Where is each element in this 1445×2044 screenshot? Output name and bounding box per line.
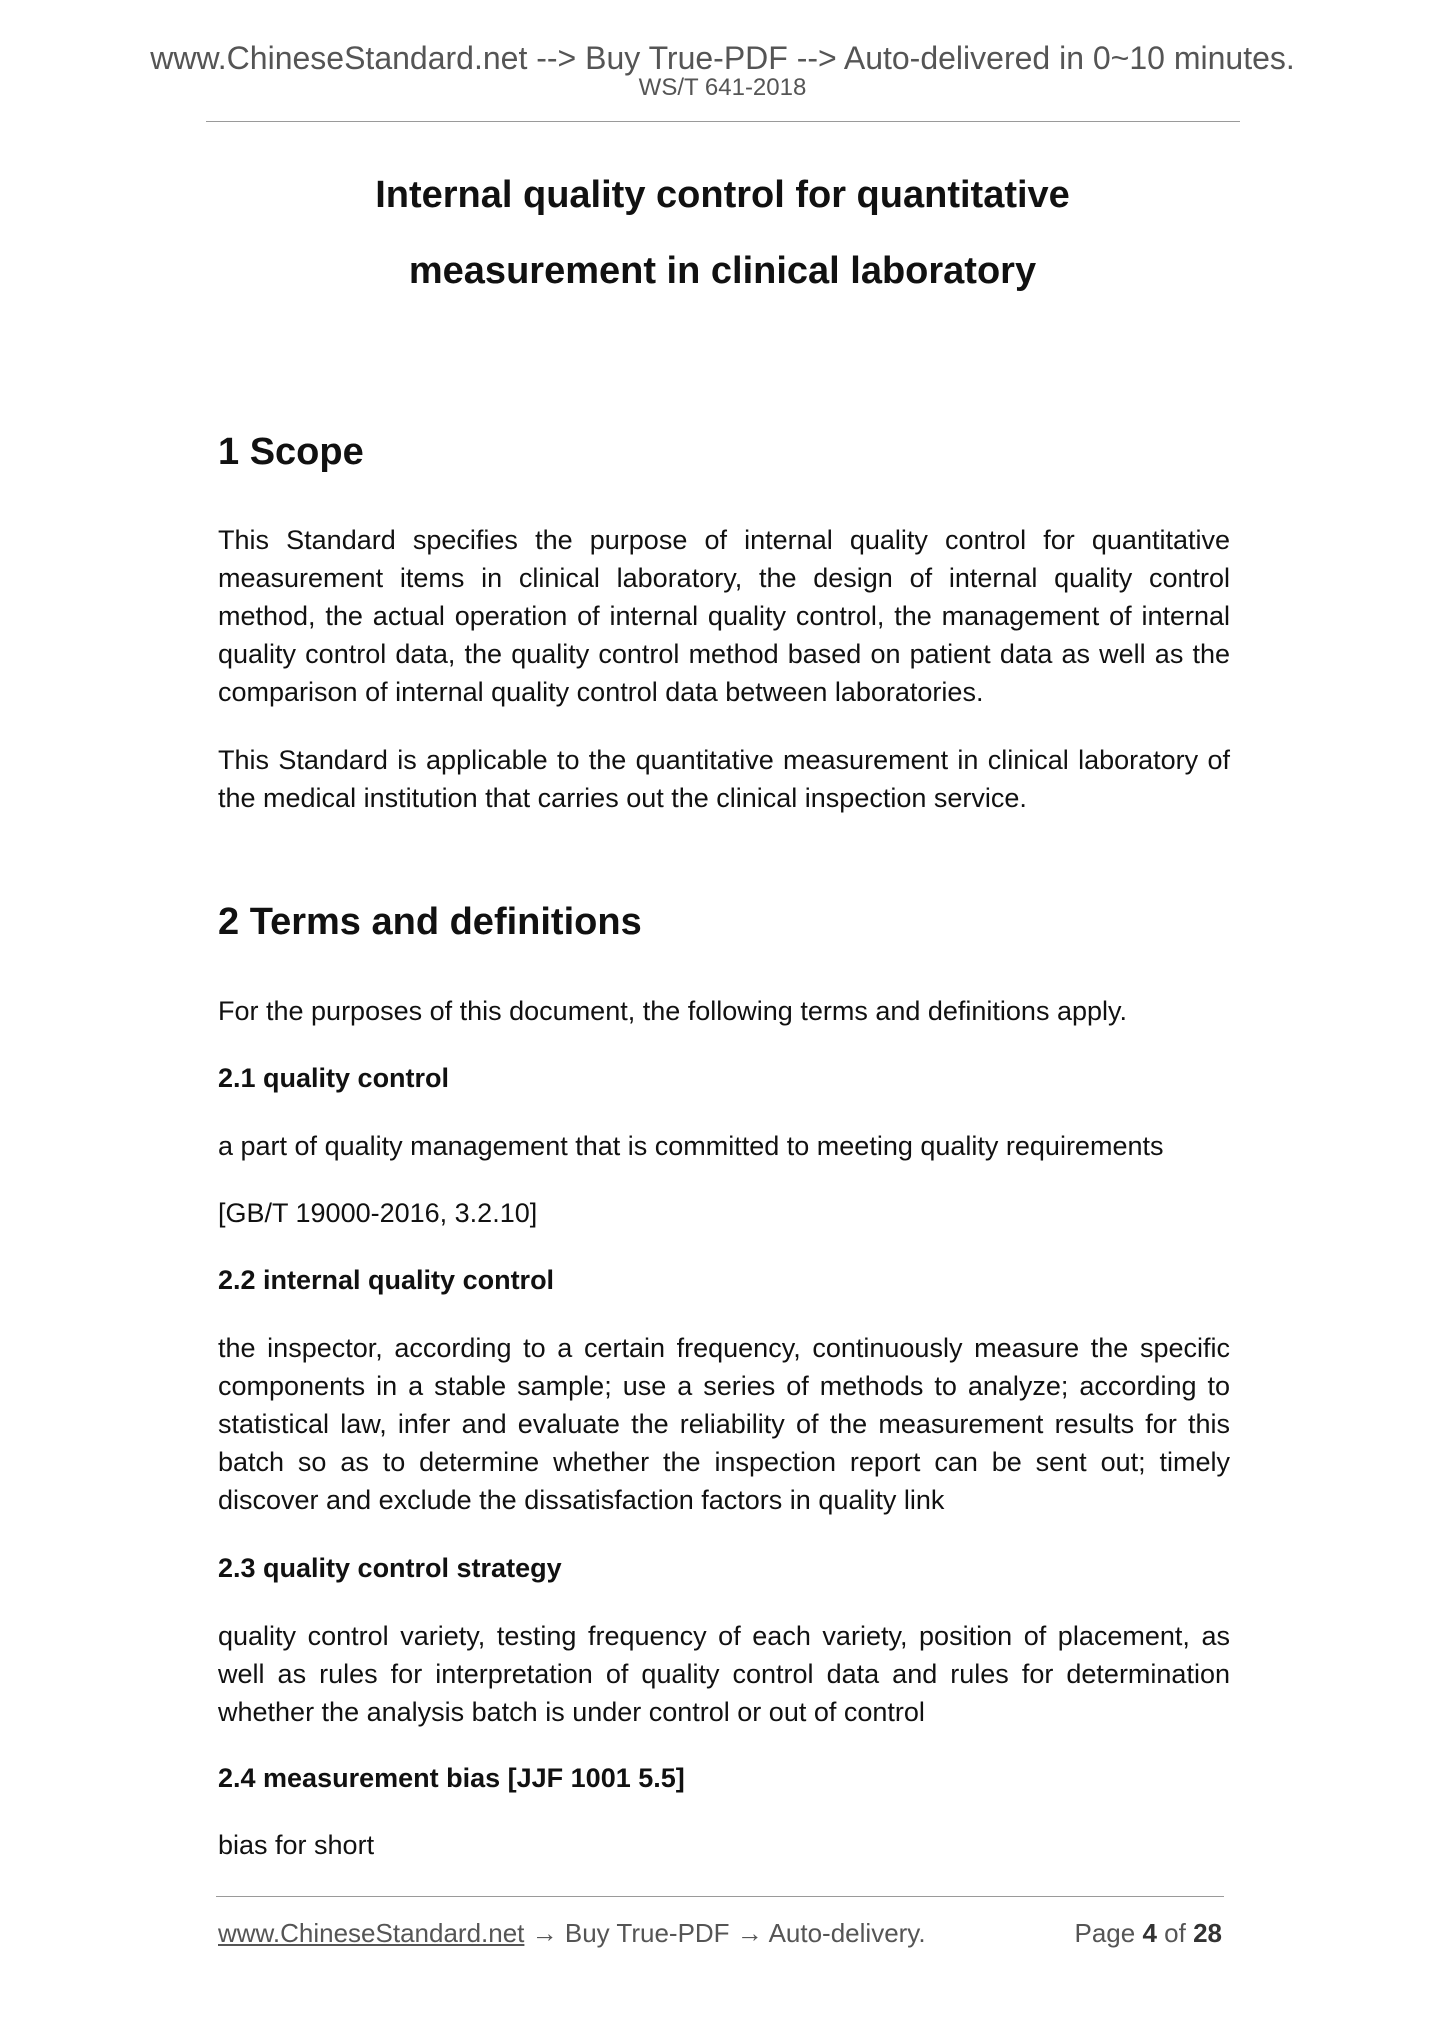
top-banner: www.ChineseStandard.net --> Buy True-PDF --> Auto-delivered in 0~10 minutes. xyxy=(150,40,1295,76)
document-title-line-2: measurement in clinical laboratory xyxy=(408,250,1037,292)
of-word: of xyxy=(1164,1918,1186,1948)
terms-intro: For the purposes of this document, the following terms and definitions apply. xyxy=(218,996,1127,1026)
term-definition: bias for short xyxy=(218,1830,375,1860)
term-definition: quality control variety, testing frequency of each variety, position of placement, as well as rules for interpretation of quality control data and rules for determination whether the analysis batch is under control or out of control xyxy=(218,1621,1230,1727)
term-definition: the inspector, according to a certain frequency, continuously measure the specific components in a stable sample; use a series of methods to analyze; according to statistical law, infer and evaluate the reliability of the measurement results for this batch so as to determine whether the inspection report can be sent out; timely discover and exclude the dissatisfaction factors in quality link xyxy=(218,1333,1230,1515)
term-title: 2.2 internal quality control xyxy=(218,1265,555,1295)
page-number xyxy=(1074,1916,1222,1950)
footer-promo xyxy=(218,1916,926,1950)
term-source: [GB/T 19000-2016, 3.2.10] xyxy=(218,1198,538,1228)
term-title: 2.4 measurement bias [JJF 1001 5.5] xyxy=(218,1763,685,1793)
term-title: 2.3 quality control strategy xyxy=(218,1553,562,1583)
term-title: 2.1 quality control xyxy=(218,1063,450,1093)
page-word: Page xyxy=(1074,1918,1136,1948)
section-heading-scope: 1 Scope xyxy=(218,431,364,473)
section-heading-terms: 2 Terms and definitions xyxy=(218,901,642,943)
scope-paragraph-2: This Standard is applicable to the quantitative measurement in clinical laboratory of the medical institution that carries out the clinical inspection service. xyxy=(218,745,1230,813)
footer-divider xyxy=(216,1896,1224,1897)
page-total: 28 xyxy=(1193,1918,1222,1948)
footer-link[interactable]: www.ChineseStandard.net xyxy=(218,1918,525,1948)
term-definition: a part of quality management that is committed to meeting quality requirements xyxy=(218,1131,1164,1161)
header-divider xyxy=(206,121,1240,122)
page-current: 4 xyxy=(1142,1918,1157,1948)
document-code: WS/T 641-2018 xyxy=(638,74,807,101)
document-title-line-1: Internal quality control for quantitative xyxy=(375,174,1070,216)
footer-promo-text: → Buy True-PDF → Auto-delivery. xyxy=(524,1918,926,1948)
scope-paragraph-1: This Standard specifies the purpose of internal quality control for quantitative measurement items in clinical laboratory, the design of internal quality control method, the actual operation of internal quality control, the management of internal quality control data, the quality control method based on patient data as well as the comparison of internal quality control data between laboratories. xyxy=(218,525,1230,707)
